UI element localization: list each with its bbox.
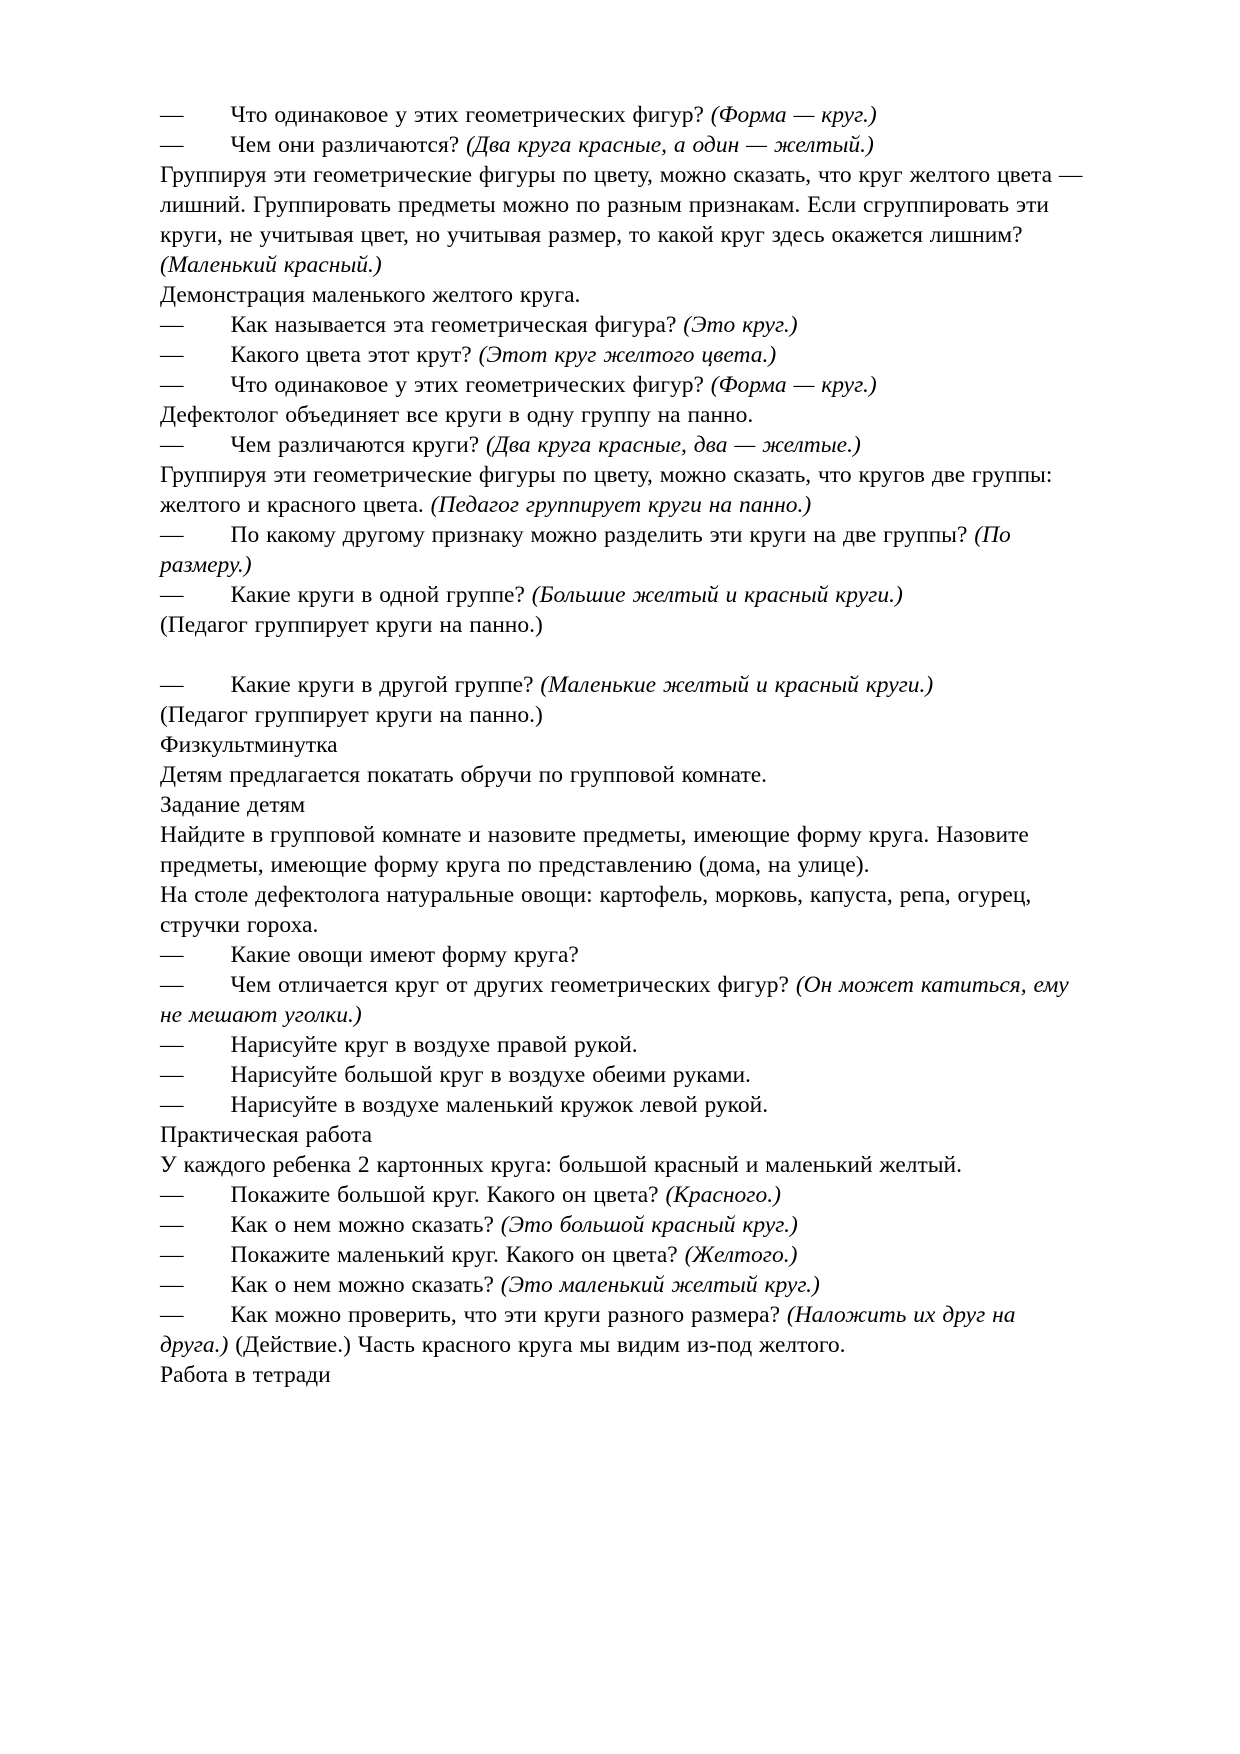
answer-text: (Желтого.) [684,1242,798,1268]
tab-spacer [184,991,231,992]
paragraph [160,1210,1088,1240]
list-dash: — [160,972,184,998]
paragraph [160,1360,1088,1390]
answer-text: (Это круг.) [683,312,798,338]
body-text: На столе дефектолога натуральные овощи: картофель, морковь, капуста, репа, огурец, стручки гороха. [160,882,1032,938]
answer-text: (Маленький красный.) [160,252,382,278]
paragraph [160,880,1088,940]
body-text: Чем различаются круги? [230,432,487,458]
body-text: Как о нем можно сказать? [230,1212,501,1238]
paragraph [160,1240,1088,1270]
body-text: Как о нем можно сказать? [230,1272,501,1298]
answer-text: (Форма — круг.) [710,102,877,128]
answer-text: (Красного.) [665,1182,781,1208]
list-dash: — [160,312,184,338]
body-text: Физкультминутка [160,732,338,758]
tab-spacer [184,331,231,332]
tab-spacer [184,391,231,392]
answer-text: (Форма — круг.) [710,372,877,398]
tab-spacer [184,1291,231,1292]
list-dash: — [160,342,184,368]
body-text: Детям предлагается покатать обручи по групповой комнате. [160,762,768,788]
answer-text: (Маленькие желтый и красный круги.) [540,672,934,698]
paragraph [160,130,1088,160]
paragraph [160,1270,1088,1300]
paragraph [160,400,1088,430]
body-text: Группируя эти геометрические фигуры по цвету, можно сказать, что круг желтого цвета — лишний. Группировать предметы можно по разным признакам. Если сгруппировать эти круги, не учитывая цвет, но учитывая размер, то какой круг здесь окажется лишним? [160,162,1083,248]
list-dash: — [160,942,184,968]
body-text: Что одинаковое у этих геометрических фигур? [230,372,711,398]
tab-spacer [184,1111,231,1112]
body-text: Найдите в групповой комнате и назовите предметы, имеющие форму круга. Назовите предметы, имеющие форму круга по представлению (дома, на улице). [160,822,1029,878]
body-text: Покажите маленький круг. Какого он цвета? [230,1242,685,1268]
tab-spacer [184,1231,231,1232]
paragraph [160,820,1088,880]
list-dash: — [160,102,184,128]
list-dash: — [160,582,184,608]
tab-spacer [184,961,231,962]
paragraph [160,940,1088,970]
paragraph [160,1090,1088,1120]
body-text: Работа в тетради [160,1362,331,1388]
list-dash: — [160,1032,184,1058]
body-text: Практическая работа [160,1122,373,1148]
answer-text: (Два круга красные, два — желтые.) [486,432,861,458]
answer-text: (Два круга красные, а один — желтый.) [466,132,874,158]
body-text: У каждого ребенка 2 картонных круга: большой красный и маленький желтый. [160,1152,963,1178]
paragraph [160,310,1088,340]
body-text: Дефектолог объединяет все круги в одну группу на панно. [160,402,754,428]
list-dash: — [160,522,184,548]
tab-spacer [184,1261,231,1262]
paragraph [160,520,1088,580]
tab-spacer [184,1081,231,1082]
body-text: Какие круги в другой группе? [230,672,541,698]
body-text: Нарисуйте большой круг в воздухе обеими руками. [230,1062,751,1088]
blank-line [160,640,1088,670]
answer-text: (Это большой красный круг.) [500,1212,798,1238]
paragraph [160,280,1088,310]
body-text: Покажите большой круг. Какого он цвета? [230,1182,666,1208]
tab-spacer [184,1051,231,1052]
body-text: Нарисуйте круг в воздухе правой рукой. [230,1032,638,1058]
body-text: Как называется эта геометрическая фигура? [230,312,684,338]
paragraph [160,1180,1088,1210]
list-dash: — [160,1242,184,1268]
body-text: Что одинаковое у этих геометрических фигур? [230,102,711,128]
paragraph [160,790,1088,820]
tab-spacer [184,151,231,152]
answer-text: (Педагог группирует круги на панно.) [430,492,812,518]
answer-text: (Это маленький желтый круг.) [500,1272,820,1298]
paragraph [160,700,1088,730]
paragraph [160,1300,1088,1360]
paragraph [160,340,1088,370]
paragraph [160,760,1088,790]
paragraph [160,1030,1088,1060]
tab-spacer [184,601,231,602]
body-text: Нарисуйте в воздухе маленький кружок левой рукой. [230,1092,769,1118]
body-text: Задание детям [160,792,306,818]
body-text: Группируя эти геометрические фигуры по цвету, можно сказать, что кругов две группы: желтого и красного цвета. [160,462,1053,518]
body-text: По какому другому признаку можно разделить эти круги на две группы? [230,522,975,548]
answer-text: (Наложить их друг на друга.) [160,1302,1016,1358]
body-text: Чем отличается круг от других геометрических фигур? [230,972,796,998]
list-dash: — [160,1212,184,1238]
paragraph [160,580,1088,610]
paragraph [160,1060,1088,1090]
tab-spacer [184,1321,231,1322]
answer-text: (Он может катиться, ему не мешают уголки.) [160,972,1069,1028]
list-dash: — [160,1272,184,1298]
list-dash: — [160,1092,184,1118]
body-text: Какие круги в одной группе? [230,582,532,608]
list-dash: — [160,432,184,458]
tab-spacer [184,361,231,362]
list-dash: — [160,1302,184,1328]
paragraph [160,670,1088,700]
answer-text: (Большие желтый и красный круги.) [531,582,903,608]
body-text: Демонстрация маленького желтого круга. [160,282,581,308]
document-body [160,100,1088,1390]
tab-spacer [184,121,231,122]
body-text: Как можно проверить, что эти круги разного размера? [230,1302,787,1328]
tab-spacer [184,541,231,542]
paragraph [160,610,1088,640]
paragraph [160,1150,1088,1180]
list-dash: — [160,1062,184,1088]
body-text: (Действие.) Часть красного круга мы видим из-под желтого. [228,1332,846,1358]
list-dash: — [160,672,184,698]
answer-text: (Этот круг желтого цвета.) [478,342,777,368]
paragraph [160,1120,1088,1150]
body-text: (Педагог группирует круги на панно.) [160,702,543,728]
tab-spacer [184,691,231,692]
paragraph [160,100,1088,130]
paragraph [160,970,1088,1030]
paragraph [160,730,1088,760]
body-text: Какого цвета этот крут? [230,342,479,368]
list-dash: — [160,132,184,158]
body-text: Какие овощи имеют форму круга? [230,942,579,968]
paragraph [160,430,1088,460]
body-text: (Педагог группирует круги на панно.) [160,612,543,638]
paragraph [160,370,1088,400]
paragraph [160,460,1088,520]
body-text: Чем они различаются? [230,132,467,158]
tab-spacer [184,1201,231,1202]
paragraph [160,160,1088,280]
tab-spacer [184,451,231,452]
list-dash: — [160,1182,184,1208]
list-dash: — [160,372,184,398]
answer-text: (По размеру.) [160,522,1011,578]
